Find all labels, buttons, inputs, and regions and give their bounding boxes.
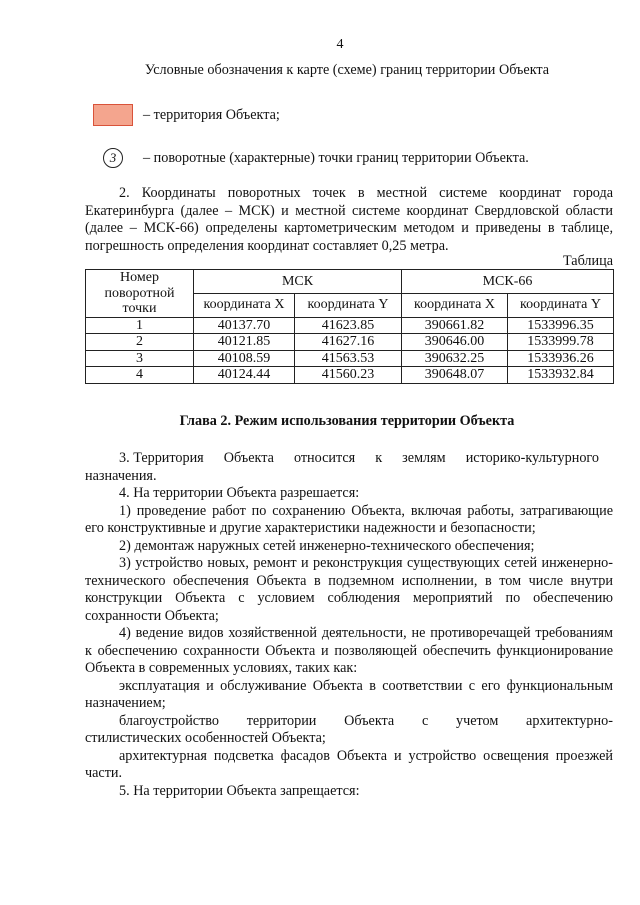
cell-point: 1: [86, 317, 194, 334]
paragraph-3: 3. Территория Объекта относится к землям историко-культурного: [119, 450, 599, 466]
cell-msk-x: 40124.44: [194, 367, 295, 384]
item-1: 1) проведение работ по сохранению Объекта, включая работы, затрагивающие его конструктивные и другие характеристики надежности и безопасности;: [85, 502, 613, 536]
cell-point: 3: [86, 350, 194, 367]
header-point-number: Номер поворотной точки: [86, 270, 194, 318]
legend-territory: [93, 104, 280, 126]
table-header-row: [86, 270, 614, 294]
cell-msk66-x: 390661.82: [402, 317, 508, 334]
cell-point: 2: [86, 334, 194, 351]
header-msk66: МСК-66: [402, 270, 614, 294]
territory-swatch: [93, 104, 133, 126]
cell-msk-y: 41560.23: [295, 367, 402, 384]
subitem-1: эксплуатация и обслуживание Объекта в соответствии с его функциональным назначением;: [85, 677, 613, 711]
paragraph-3-end: назначения.: [85, 467, 157, 484]
item-2: 2) демонтаж наружных сетей инженерно-технического обеспечения;: [119, 537, 535, 554]
header-msk-y: координата Y: [295, 293, 402, 317]
point-number-symbol: 3: [103, 148, 123, 168]
paragraph-2: 2. Координаты поворотных точек в местной системе координат города Екатеринбурга (далее – МСК) и местной системе координат Свердловской области (далее – МСК-66) определены картометрическим методом и приведены в таблице, погрешность определения координат составляет 0,25 метра.: [85, 185, 613, 254]
cell-msk-x: 40121.85: [194, 334, 295, 351]
page-number: 4: [336, 37, 344, 52]
body-text: [85, 450, 613, 800]
header-msk: МСК: [194, 270, 402, 294]
legend-points-text: – поворотные (характерные) точки границ территории Объекта.: [143, 149, 529, 166]
subitem-2-end: стилистических особенностей Объекта;: [85, 730, 326, 746]
paragraph-5: 5. На территории Объекта запрещается:: [119, 782, 360, 799]
cell-msk-x: 40137.70: [194, 317, 295, 334]
item-3: 3) устройство новых, ремонт и реконструкция существующих сетей инженерно-технического обеспечения Объекта в подземном исполнении, в том числе внутри конструкции Объекта с условием соблюдения мероприятий по обеспечению сохранности Объекта;: [85, 555, 613, 624]
cell-msk66-y: 1533996.35: [508, 317, 614, 334]
header-msk66-y: координата Y: [508, 293, 614, 317]
cell-msk66-x: 390632.25: [402, 350, 508, 367]
cell-msk66-x: 390648.07: [402, 367, 508, 384]
cell-msk66-y: 1533999.78: [508, 334, 614, 351]
header-msk-x: координата X: [194, 293, 295, 317]
paragraph-4: 4. На территории Объекта разрешается:: [119, 485, 360, 501]
cell-msk-x: 40108.59: [194, 350, 295, 367]
item-4: 4) ведение видов хозяйственной деятельности, не противоречащей требованиям к обеспечению сохранности Объекта и позволяющей обеспечить функционирование Объекта в современных условиях, таких как:: [85, 625, 613, 676]
cell-msk66-y: 1533936.26: [508, 350, 614, 367]
table-row: [86, 334, 614, 351]
cell-msk-y: 41623.85: [295, 317, 402, 334]
table-row: [86, 350, 614, 367]
legend-title: Условные обозначения к карте (схеме) границ территории Объекта: [144, 62, 550, 78]
cell-msk66-y: 1533932.84: [508, 367, 614, 384]
subitem-3: архитектурная подсветка фасадов Объекта и устройство освещения проезжей части.: [85, 747, 613, 781]
cell-msk-y: 41627.16: [295, 334, 402, 351]
table-row: [86, 317, 614, 334]
legend-points: [89, 148, 529, 168]
subitem-2: благоустройство территории Объекта с учетом архитектурно-: [119, 712, 613, 729]
cell-point: 4: [86, 367, 194, 384]
legend-territory-text: – территория Объекта;: [143, 106, 280, 123]
cell-msk-y: 41563.53: [295, 350, 402, 367]
header-msk66-x: координата X: [402, 293, 508, 317]
chapter-title: Глава 2. Режим использования территории Объекта: [179, 413, 515, 429]
coordinates-table: [85, 269, 614, 384]
cell-msk66-x: 390646.00: [402, 334, 508, 351]
table-row: [86, 367, 614, 384]
table-caption: Таблица: [562, 253, 613, 269]
